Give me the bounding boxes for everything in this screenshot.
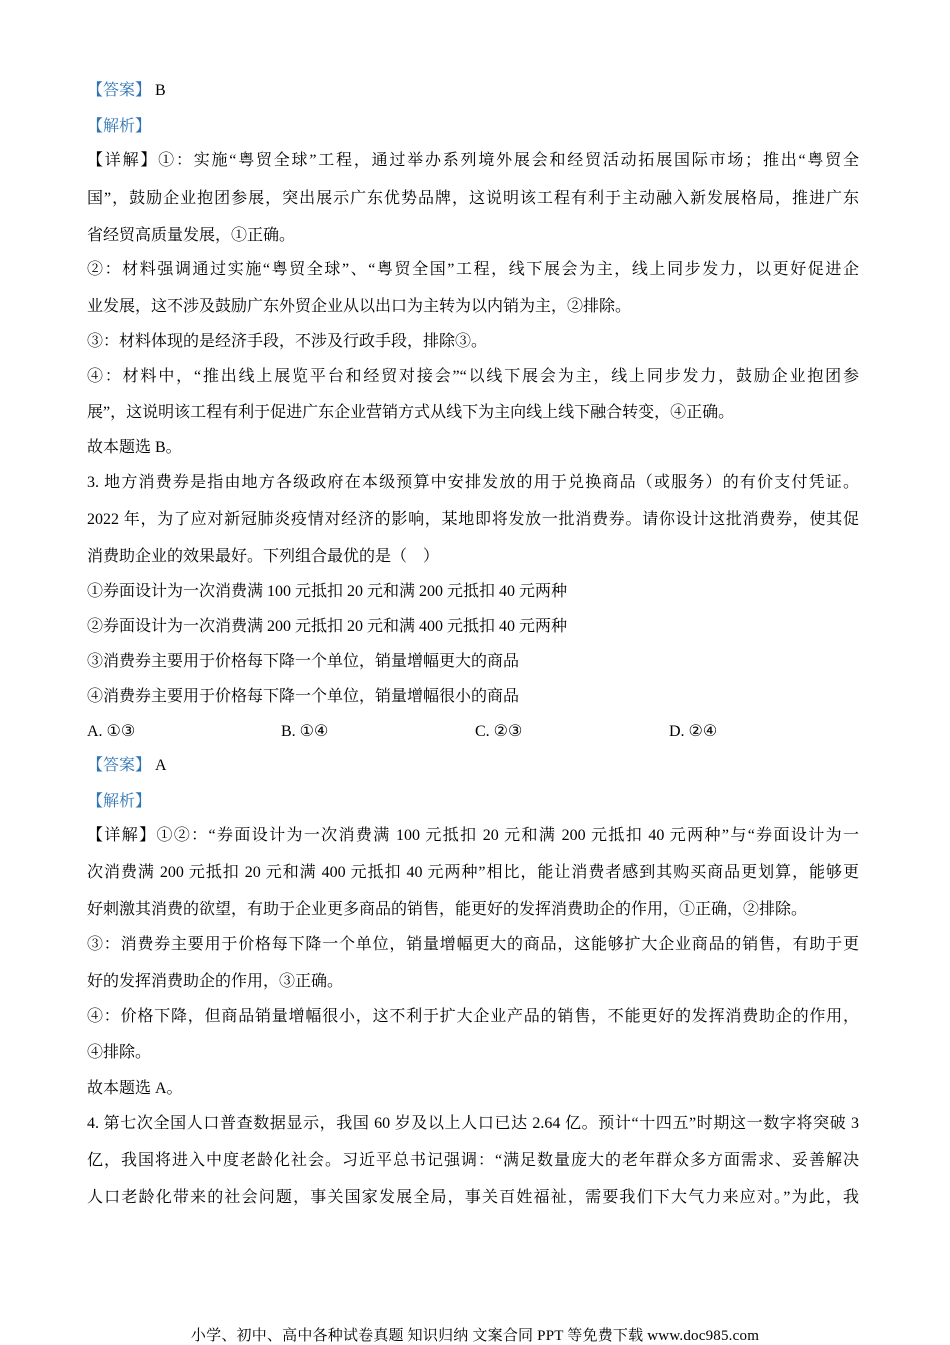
q3-stem-line: ①券面设计为一次消费满 100 元抵扣 20 元和满 200 元抵扣 40 元两种 (87, 583, 568, 600)
q3-stem-line: ④消费券主要用于价格每下降一个单位，销量增幅很小的商品 (87, 688, 520, 705)
q3-stem-line: ②券面设计为一次消费满 200 元抵扣 20 元和满 400 元抵扣 40 元两种 (87, 618, 568, 635)
q3-analysis-line: 好的发挥消费助企的作用，③正确。 (87, 973, 344, 990)
q3-analysis-heading (87, 792, 859, 812)
q4-stem-line: 亿，我国将进入中度老龄化社会。习近平总书记强调：“满足数量庞大的老年群众多方面需求、妥善解决 (87, 1152, 859, 1169)
q2-analysis-line: 【详解】①：实施“粤贸全球”工程，通过举办系列境外展会和经贸活动拓展国际市场；推出“粤贸全 (87, 152, 859, 169)
analysis-label: 【解析】 (87, 118, 152, 135)
q3-option-c: C. ②③ (475, 723, 523, 740)
analysis-label: 【解析】 (87, 793, 152, 810)
q2-analysis-line: 故本题选 B。 (87, 439, 182, 456)
q3-analysis-line: ④排除。 (87, 1044, 152, 1061)
q3-analysis-line: 次消费满 200 元抵扣 20 元和满 400 元抵扣 40 元两种”相比，能让消费者感到其购买商品更划算，能够更 (87, 864, 859, 881)
q3-stem-line: ③消费券主要用于价格每下降一个单位，销量增幅更大的商品 (87, 653, 520, 670)
answer-value: A (151, 757, 167, 774)
q3-option-b: B. ①④ (281, 723, 329, 740)
q3-analysis-line: 好刺激其消费的欲望，有助于企业更多商品的销售，能更好的发挥消费助企的作用，①正确，②排除。 (87, 901, 808, 918)
q3-stem-line: 消费助企业的效果最好。下列组合最优的是（ ） (87, 548, 440, 565)
answer-label: 【答案】 (87, 82, 152, 99)
q3-stem-line: 3. 地方消费券是指由地方各级政府在本级预算中安排发放的用于兑换商品（或服务）的有价支付凭证。 (87, 474, 859, 491)
q3-option-a: A. ①③ (87, 723, 136, 740)
q2-analysis-line: ③：材料体现的是经济手段，不涉及行政手段，排除③。 (87, 333, 488, 350)
q3-answer (87, 756, 859, 776)
answer-label: 【答案】 (87, 757, 152, 774)
q2-answer (87, 81, 859, 101)
q3-analysis-line: 【详解】①②：“券面设计为一次消费满 100 元抵扣 20 元和满 200 元抵扣 40 元两种”与“券面设计为一 (87, 827, 859, 844)
footer-text: 小学、初中、高中各种试卷真题 知识归纳 文案合同 PPT 等免费下载 www.doc985.com (190, 1328, 760, 1344)
q3-analysis-line: ③：消费券主要用于价格每下降一个单位，销量增幅更大的商品，这能够扩大企业商品的销售，有助于更 (87, 936, 859, 953)
q3-analysis-line: ④：价格下降，但商品销量增幅很小，这不利于扩大企业产品的销售，不能更好的发挥消费助企的作用， (87, 1008, 859, 1025)
q2-analysis-heading (87, 117, 859, 137)
q2-analysis-line: ②：材料强调通过实施“粤贸全球”、“粤贸全国”工程，线下展会为主，线上同步发力，以更好促进企 (87, 261, 859, 278)
q3-option-d: D. ②④ (669, 723, 718, 740)
q2-analysis-line: 省经贸高质量发展，①正确。 (87, 227, 296, 244)
q3-analysis-line: 故本题选 A。 (87, 1080, 183, 1097)
q3-stem-line: 2022 年，为了应对新冠肺炎疫情对经济的影响，某地即将发放一批消费券。请你设计这批消费券，使其促 (87, 511, 859, 528)
q4-stem-line: 人口老龄化带来的社会问题，事关国家发展全局，事关百姓福祉，需要我们下大气力来应对。”为此，我 (87, 1189, 859, 1206)
q4-stem-line: 4. 第七次全国人口普查数据显示，我国 60 岁及以上人口已达 2.64 亿。预计“十四五”时期这一数字将突破 3 (87, 1115, 859, 1132)
q2-analysis-line: 展”，这说明该工程有利于促进广东企业营销方式从线下为主向线上线下融合转变，④正确。 (87, 404, 735, 421)
answer-value: B (151, 82, 166, 99)
q2-analysis-line: 国”，鼓励企业抱团参展，突出展示广东优势品牌，这说明该工程有利于主动融入新发展格局，推进广东 (87, 190, 859, 207)
q2-analysis-line: ④：材料中，“推出线上展览平台和经贸对接会”“以线下展会为主，线上同步发力，鼓励企业抱团参 (87, 368, 859, 385)
q2-analysis-line: 业发展，这不涉及鼓励广东外贸企业从以出口为主转为以内销为主，②排除。 (87, 298, 632, 315)
